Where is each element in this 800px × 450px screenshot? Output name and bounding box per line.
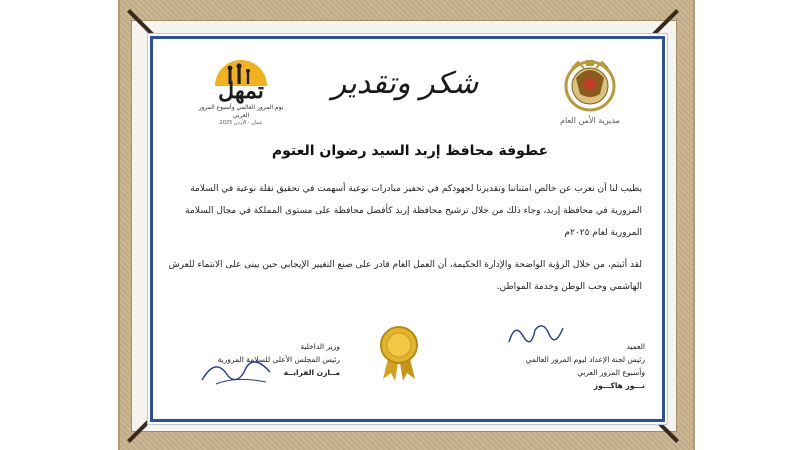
recipient-name: عطوفة محافظ إربد السيد رضوان العتوم [271,143,549,159]
campaign-logo-date: عمان - الأردن 2025 [219,119,263,126]
signer-name: نـــور هاكـــوز [593,381,645,390]
signer-title-line-1: رئيس لجنة الإعداد ليوم المرور العالمي [525,355,645,364]
campaign-logo [196,56,286,126]
signer-title-line-2: وأسبوع المرور العربي [577,368,645,377]
certificate-title: شكر وتقدير [331,66,479,101]
crest-icon [562,54,618,114]
body-paragraph-1: يطيب لنا أن نعرب عن خالص امتناننا وتقديرنا لجهودكم في تحفيز مبادرات نوعية أسهمت في تحقيق نقلة نوعية في السلامة المرورية في محافظة إربد، وجاء ذلك من خلال ترشيح محافظة إربد كأفضل محافظة على مستوى المملكة في مجال السلامة المرورية لعام ٢٠٢٥م [185,184,642,238]
gold-seal-icon [377,325,421,381]
certificate-body [168,178,642,298]
campaign-logo-word: تمهل [218,78,264,104]
campaign-logo-subtitle: يوم المرور العالمي وأسبوع المرور العربي [198,104,284,119]
public-security-emblem [550,54,630,125]
emblem-caption: مديرية الأمن العام [560,116,620,125]
signature-block-minister [160,340,340,379]
body-paragraph-2: لقد أثبتم، من خلال الرؤية الواضحة والإدارة الحكيمة، أن العمل العام قادر على صنع التغيير الإيجابي حين يبنى على الانتماء للعرش الهاشمي وحب الوطن وخدمة المواطن. [168,260,642,292]
minister-title-line-1: وزير الداخلية [300,342,340,351]
minister-title-line-2: رئيس المجلس الأعلى للسلامة المرورية [217,355,340,364]
minister-name: مــازن الفرايــة [283,368,340,377]
signature-block-director [455,340,645,392]
signer-rank: العميد [626,342,645,351]
